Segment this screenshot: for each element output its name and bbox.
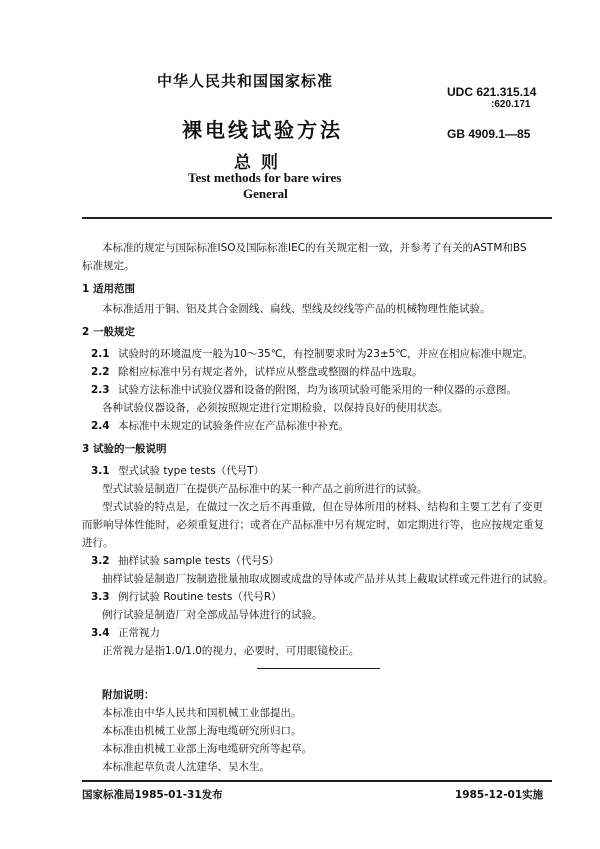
item-2-1 xyxy=(91,346,533,361)
notes-line-1: 本标准由中华人民共和国机械工业部提出。 xyxy=(102,707,302,719)
document-subtitle: 总则 xyxy=(234,153,288,173)
intro-line-2: 标准规定。 xyxy=(82,260,135,272)
english-title: Test methods for bare wires xyxy=(188,170,342,185)
intro-line-1: 本标准的规定与国际标准ISO及国际标准IEC的有关规定相一致，并参考了有关的ASTM和BS xyxy=(102,242,527,254)
item-text: 抽样试验 sample tests（代号S） xyxy=(118,555,280,567)
item-2-4 xyxy=(91,418,349,433)
footer-divider xyxy=(82,780,552,782)
end-divider xyxy=(257,668,380,669)
item-3-2 xyxy=(91,553,279,568)
item-text: 试验时的环境温度一般为10～35℃，有控制要求时为23±5℃，并应在相应标准中规定。 xyxy=(118,348,534,360)
issue-date: 国家标准局1985-01-31发布 xyxy=(82,789,223,801)
section-1-text: 本标准适用于铜、铝及其合金圆线、扁线、型线及绞线等产品的机械物理性能试验。 xyxy=(102,303,491,315)
section-2-heading: 2 一般规定 xyxy=(82,326,135,338)
header-divider xyxy=(82,217,552,219)
item-number: 3.1 xyxy=(91,465,110,477)
item-text: 型式试验 type tests（代号T） xyxy=(118,465,265,477)
item-number: 3.3 xyxy=(91,591,110,603)
item-2-3-continued: 各种试验仪器设备，必须按照规定进行定期检验，以保持良好的使用状态。 xyxy=(102,402,449,414)
item-3-4 xyxy=(91,625,160,640)
item-text: 除相应标准中另有规定者外，试样应从整盘或整圈的样品中选取。 xyxy=(118,366,423,378)
notes-heading: 附加说明： xyxy=(102,689,155,701)
item-number: 2.4 xyxy=(91,420,110,432)
gb-number: GB 4909.1—85 xyxy=(447,127,531,141)
item-3-1-para-2b: 而影响导体性能时，必须重复进行；或者在产品标准中另有规定时，如定期进行等，也应按规定重复 xyxy=(82,519,544,531)
english-subtitle: General xyxy=(243,186,288,201)
item-text: 正常视力 xyxy=(118,627,160,639)
effective-date: 1985-12-01实施 xyxy=(455,789,544,801)
item-2-3 xyxy=(91,382,517,397)
notes-line-4: 本标准起草负责人沈建华、吴木生。 xyxy=(102,761,270,773)
section-3-heading: 3 试验的一般说明 xyxy=(82,443,167,455)
udc-code: UDC 621.315.14 xyxy=(447,85,537,99)
udc-code-suffix: :620.171 xyxy=(491,99,531,110)
item-text: 试验方法标准中试验仪器和设备的附图，均为该项试验可能采用的一种仪器的示意图。 xyxy=(118,384,517,396)
item-3-4-para-1: 正常视力是指1.0/1.0的视力，必要时，可用眼镜校正。 xyxy=(102,645,360,657)
item-3-3-para-1: 例行试验是制造厂对全部成品导体进行的试验。 xyxy=(102,609,323,621)
item-3-1 xyxy=(91,463,264,478)
notes-line-3: 本标准由机械工业部上海电缆研究所等起草。 xyxy=(102,743,312,755)
item-number: 2.3 xyxy=(91,384,110,396)
standard-type-heading: 中华人民共和国国家标准 xyxy=(157,72,334,90)
item-text: 例行试验 Routine tests（代号R） xyxy=(118,591,282,603)
item-text: 本标准中未规定的试验条件应在产品标准中补充。 xyxy=(118,420,349,432)
item-3-1-para-2c: 进行。 xyxy=(82,537,114,549)
document-title: 裸电线试验方法 xyxy=(182,118,343,142)
item-number: 2.2 xyxy=(91,366,110,378)
item-3-1-para-1: 型式试验是制造厂在提供产品标准中的某一种产品之前所进行的试验。 xyxy=(102,483,428,495)
item-2-2 xyxy=(91,364,423,379)
item-number: 3.4 xyxy=(91,627,110,639)
item-3-1-para-2a: 型式试验的特点是，在做过一次之后不再重做，但在导体所用的材料、结构和主要工艺有了变更 xyxy=(102,501,543,513)
section-1-heading: 1 适用范围 xyxy=(82,283,135,295)
item-3-3 xyxy=(91,589,282,604)
item-3-2-para-1: 抽样试验是制造厂按制造批量抽取成圈或成盘的导体或产品并从其上截取试样或元件进行的试验。 xyxy=(102,573,554,585)
notes-line-2: 本标准由机械工业部上海电缆研究所归口。 xyxy=(102,725,302,737)
item-number: 2.1 xyxy=(91,348,110,360)
item-number: 3.2 xyxy=(91,555,110,567)
